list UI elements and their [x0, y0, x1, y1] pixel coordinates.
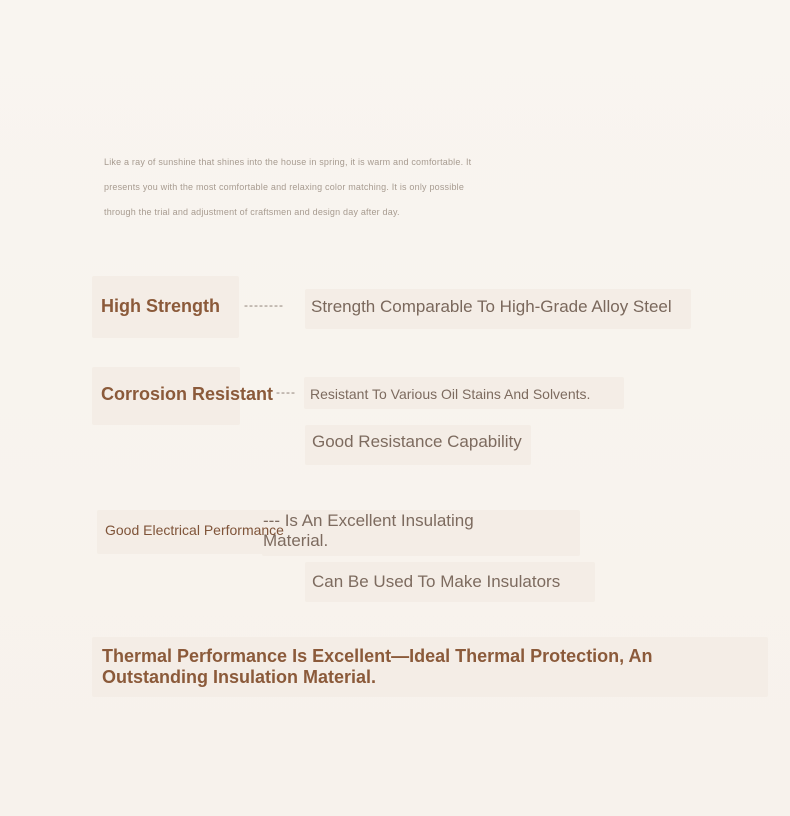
- intro-line-1: Like a ray of sunshine that shines into the house in spring, it is warm and comfortable. It: [104, 157, 472, 167]
- intro-paragraph: [104, 150, 504, 225]
- high-strength-connector: --------: [244, 298, 284, 312]
- electrical-description-2: Can Be Used To Make Insulators: [312, 572, 561, 591]
- intro-line-3: through the trial and adjustment of craftsmen and design day after day.: [104, 207, 400, 217]
- high-strength-title: High Strength: [101, 296, 220, 316]
- electrical-description: --- Is An Excellent Insulating Material.: [263, 511, 474, 550]
- thermal-title: Thermal Performance Is Excellent—Ideal Thermal Protection, An Outstanding Insulation Material.: [102, 646, 653, 687]
- corrosion-description: Resistant To Various Oil Stains And Solvents.: [310, 386, 591, 402]
- high-strength-description: Strength Comparable To High-Grade Alloy Steel: [311, 297, 672, 316]
- electrical-title: Good Electrical Performance: [105, 522, 284, 538]
- intro-line-2: presents you with the most comfortable and relaxing color matching. It is only possible: [104, 182, 465, 192]
- corrosion-description-2: Good Resistance Capability: [312, 432, 522, 451]
- corrosion-connector: ----: [276, 385, 296, 399]
- corrosion-title: Corrosion Resistant: [101, 384, 274, 404]
